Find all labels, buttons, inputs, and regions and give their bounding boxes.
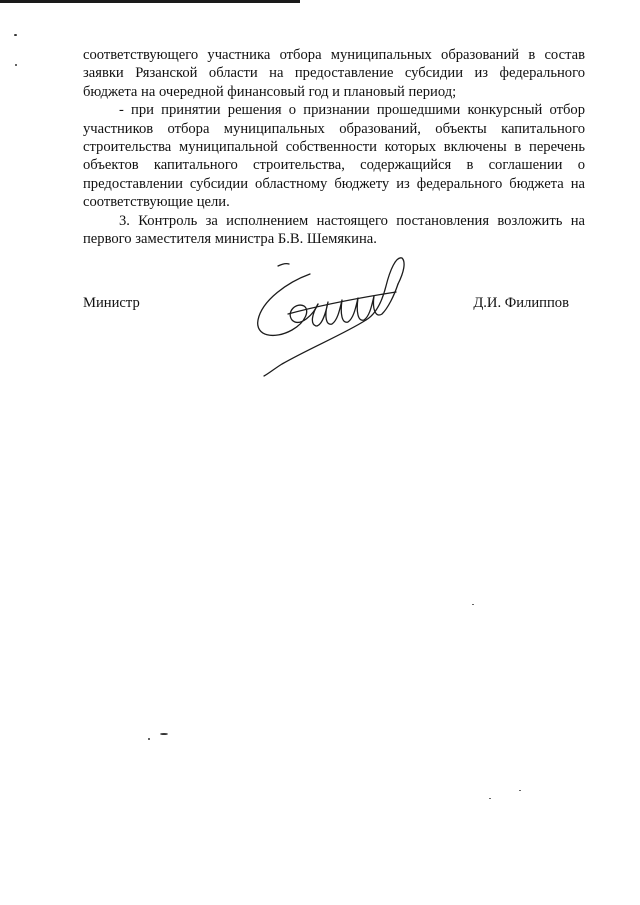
scan-speck [148,738,150,740]
scan-speck [519,790,521,791]
scan-speck [472,604,474,605]
paragraph-control-clause: 3. Контроль за исполнением настоящего постановления возложить на первого заместителя министра Б.В. Шемякина. [83,212,585,248]
scan-speck [160,733,168,735]
scan-speck [14,34,17,36]
scan-speck [15,64,17,66]
scan-speck [489,798,491,799]
paragraph-bullet-competition: - при принятии решения о признании прошедшими конкурсный отбор участников отбора муниципальных образований, объекты капитального строительства муниципальной собственности которых включены в перечень объектов капитального строительства, содержащийся в соглашении о предоставлении субсидии областному бюджету из федерального бюджета на соответствующие цели. [83,102,585,211]
paragraph-continuation: соответствующего участника отбора муниципальных образований в состав заявки Рязанской области на предоставление субсидии из федерального бюджета на очередной финансовый год и плановый период; [83,47,585,100]
document-body [83,46,585,248]
signatory-name: Д.И. Филиппов [473,295,569,311]
signatory-position: Министр [83,295,140,311]
handwritten-signature [248,252,418,377]
scan-border-artifact [0,0,300,3]
